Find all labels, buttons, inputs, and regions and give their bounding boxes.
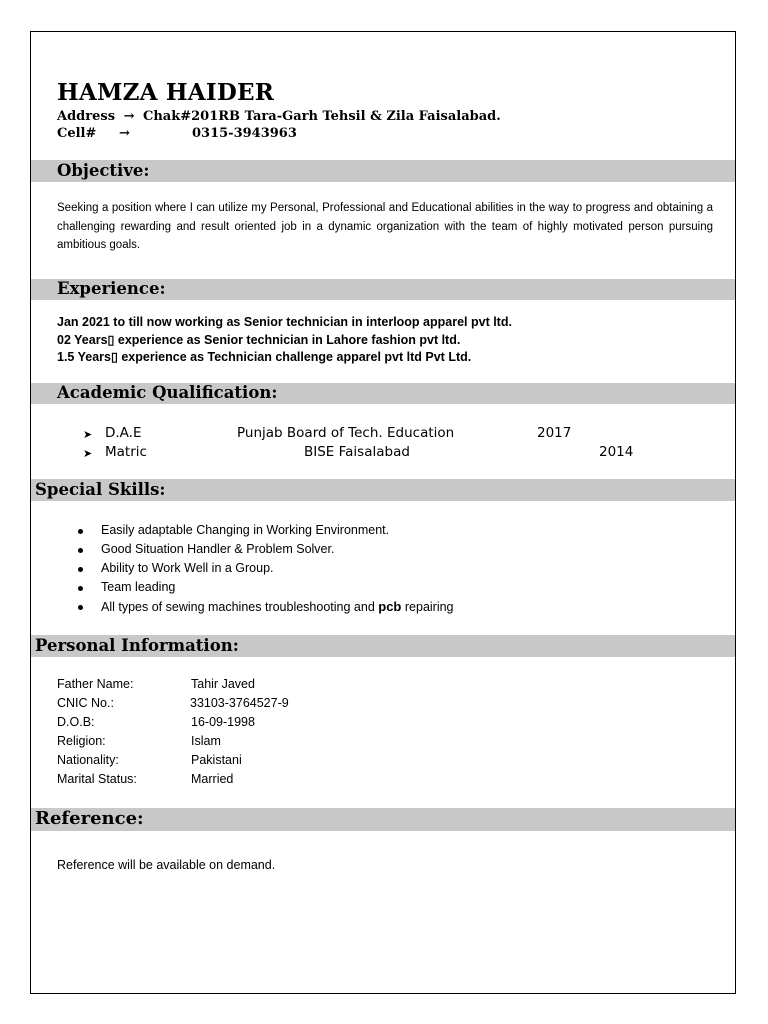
personal-value: 33103-3764527-9: [190, 696, 289, 710]
skill-item: Good Situation Handler & Problem Solver.: [101, 542, 335, 556]
bullet-icon: [78, 567, 83, 572]
experience-item: Jan 2021 to till now working as Senior technician in interloop apparel pvt ltd.: [57, 315, 512, 329]
academic-year: 2014: [599, 444, 634, 460]
personal-label: Marital Status:: [57, 772, 137, 786]
skills-heading: Special Skills:: [35, 480, 166, 499]
personal-value: Islam: [191, 734, 221, 748]
personal-label: Religion:: [57, 734, 106, 748]
personal-heading: Personal Information:: [35, 636, 239, 655]
objective-text: Seeking a position where I can utilize my Personal, Professional and Educational abilities in the way to progress and obtaining a challenging rewarding and result oriented job in a dynamic organization with the team of highly motivated person pursuing ambitious goals.: [57, 202, 713, 251]
personal-label: D.O.B:: [57, 715, 95, 729]
academic-section-bar: [31, 383, 735, 404]
academic-degree: Matric: [105, 444, 147, 460]
personal-value: 16-09-1998: [191, 715, 255, 729]
experience-item: 02 Years▯ experience as Senior technician in Lahore fashion pvt ltd.: [57, 333, 461, 347]
personal-section-bar: [31, 635, 735, 657]
personal-label: CNIC No.:: [57, 696, 114, 710]
bullet-icon: [78, 529, 83, 534]
personal-value: Tahir Javed: [191, 677, 255, 691]
skill-item: Easily adaptable Changing in Working Environment.: [101, 523, 390, 537]
skill-item: [101, 599, 454, 614]
personal-label: Father Name:: [57, 677, 134, 691]
reference-text: Reference will be available on demand.: [57, 858, 276, 872]
personal-value: Married: [191, 772, 234, 786]
academic-heading: Academic Qualification:: [57, 383, 278, 402]
address-value: Chak#201RB Tara-Garh Tehsil & Zila Faisalabad.: [143, 109, 501, 124]
experience-item: 1.5 Years▯ experience as Technician challenge apparel pvt ltd Pvt Ltd.: [57, 350, 472, 364]
skill-item: Ability to Work Well in a Group.: [101, 561, 274, 575]
address-label: Address: [57, 109, 116, 124]
experience-heading: Experience:: [57, 279, 166, 298]
experience-section-bar: [31, 279, 735, 300]
address-line: [57, 109, 501, 124]
candidate-name: HAMZA HAIDER: [57, 79, 275, 106]
academic-year: 2017: [537, 425, 572, 441]
bullet-icon: [78, 548, 83, 553]
resume-page: [30, 31, 736, 994]
cell-value: 0315-3943963: [192, 126, 297, 141]
cell-line: [57, 126, 297, 141]
academic-degree: D.A.E: [105, 425, 142, 441]
bullet-icon: [78, 586, 83, 591]
arrow-bullet-icon: ➤: [83, 429, 93, 441]
arrow-right-icon: →: [119, 126, 130, 141]
cell-label: Cell#: [57, 126, 97, 141]
reference-section-bar: [31, 808, 735, 831]
skills-section-bar: [31, 479, 735, 501]
academic-board: BISE Faisalabad: [304, 444, 410, 460]
arrow-bullet-icon: ➤: [83, 448, 93, 460]
personal-value: Pakistani: [191, 753, 242, 767]
skill-item: Team leading: [101, 580, 176, 594]
objective-section-bar: [31, 160, 735, 182]
bullet-icon: [78, 605, 83, 610]
skill-item-text: repairing: [404, 600, 454, 614]
academic-board: Punjab Board of Tech. Education: [237, 425, 455, 441]
arrow-right-icon: →: [123, 109, 135, 124]
objective-heading: Objective:: [57, 161, 150, 180]
skill-item-text: All types of sewing machines troubleshooting and: [101, 600, 375, 614]
skill-item-bold: pcb: [378, 599, 402, 614]
reference-heading: Reference:: [35, 808, 144, 829]
personal-label: Nationality:: [57, 753, 119, 767]
